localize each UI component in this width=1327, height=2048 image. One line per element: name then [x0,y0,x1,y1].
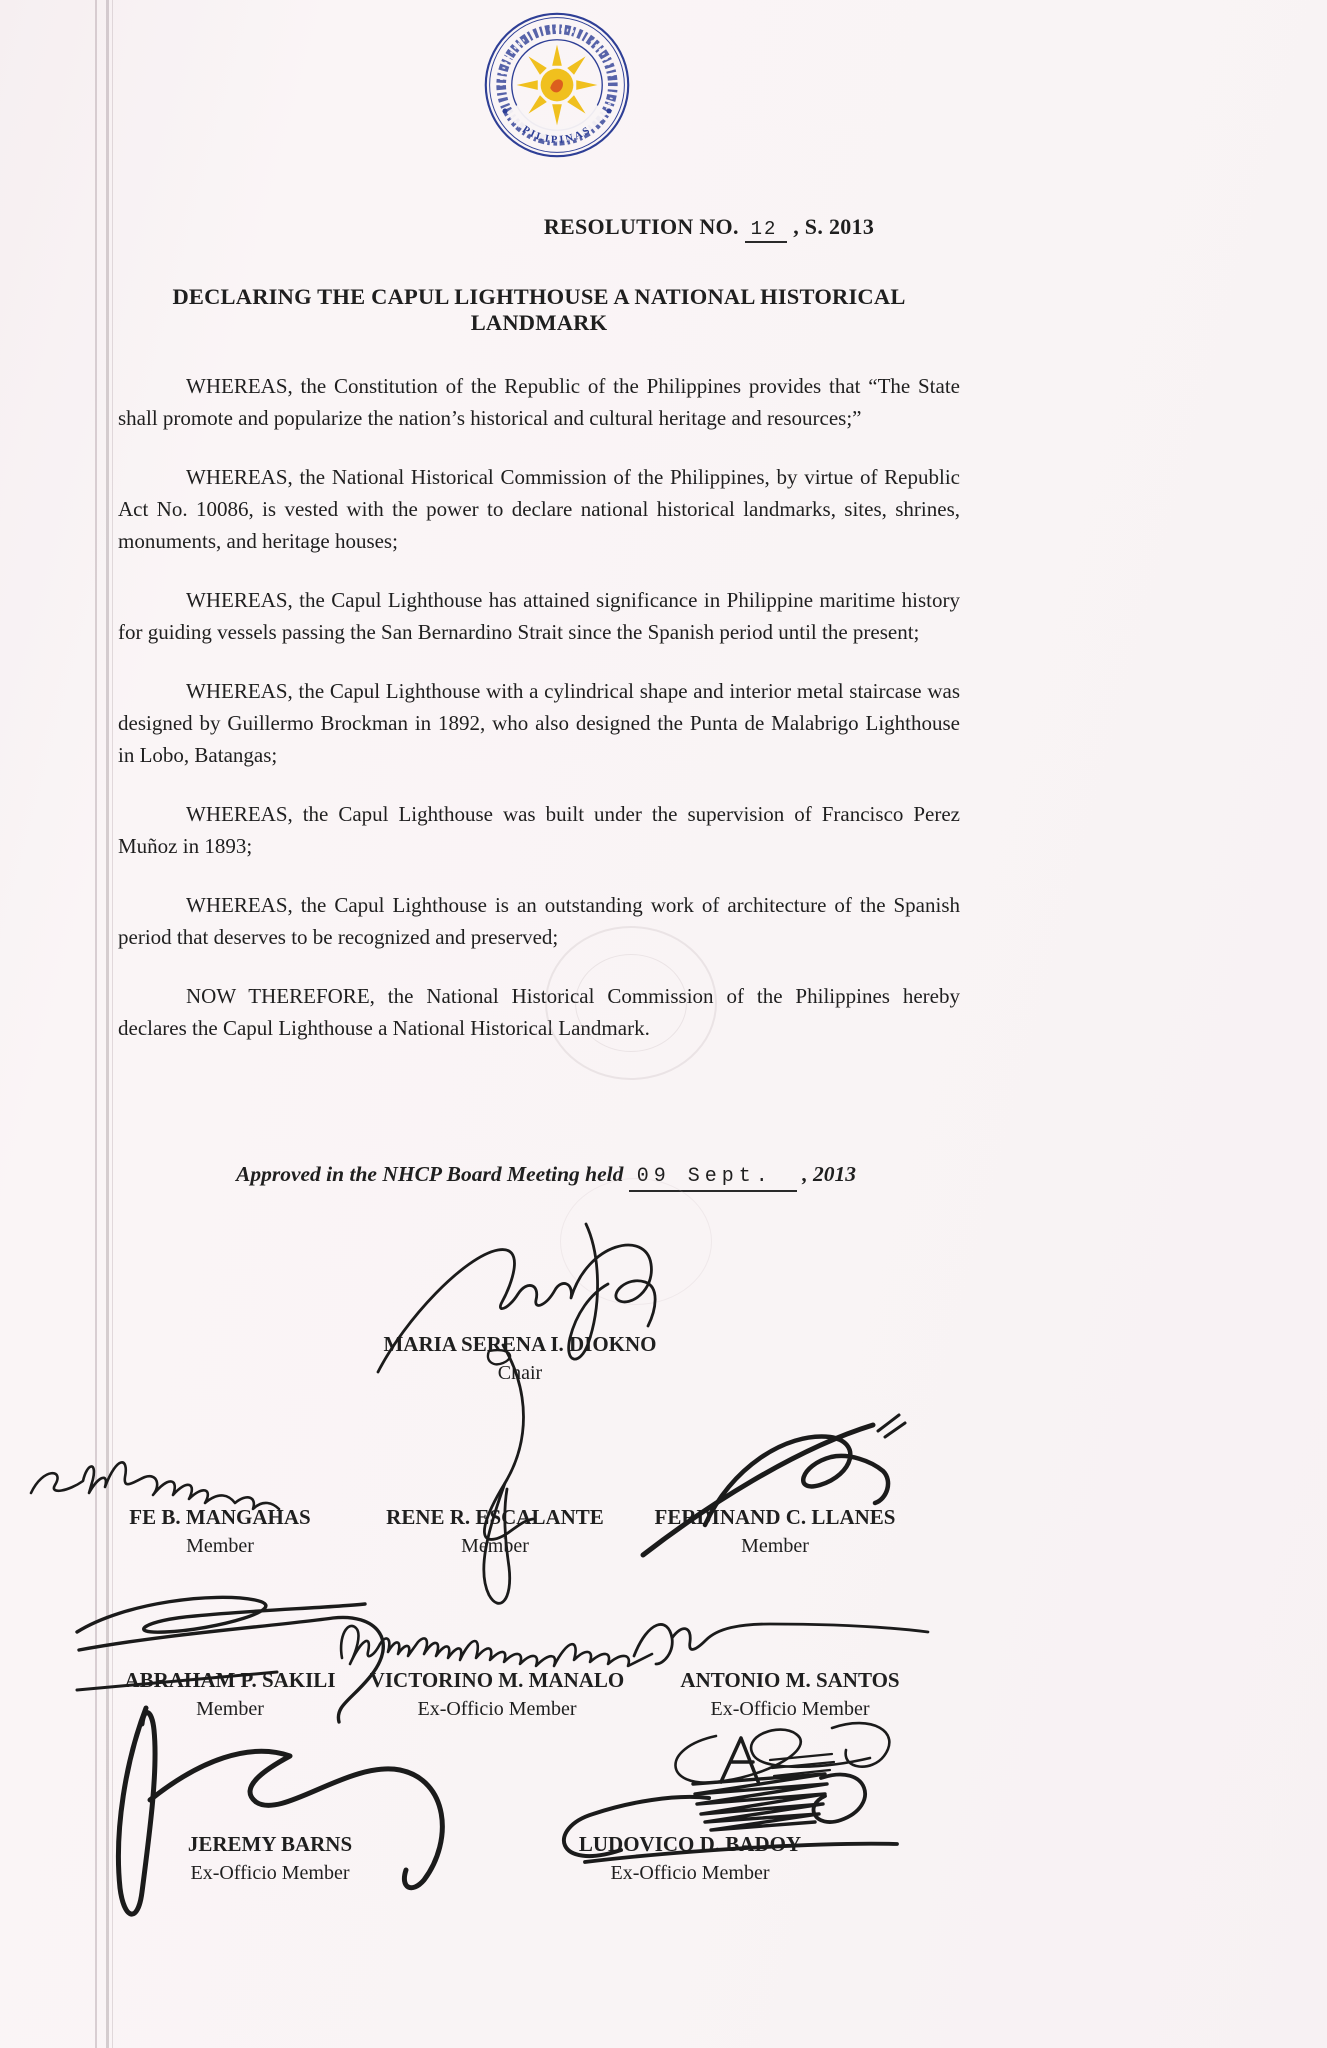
signatory-title: Member [196,1698,264,1720]
signatory-name: FERDINAND C. LLANES [654,1505,896,1529]
signatory-title: Ex-Officio Member [610,1862,770,1884]
resolution-label: RESOLUTION NO. [543,214,739,239]
signatory-name: JEREMY BARNS [187,1832,353,1856]
whereas-paragraph-6: WHEREAS, the Capul Lighthouse is an outstanding work of architecture of the Spanish period that deserves to be recognized and preserved; [118,893,960,949]
approval-year: , 2013 [802,1162,856,1186]
resolution-number-typed: 12 [745,218,788,243]
signatory-manalo [347,1668,647,1721]
whereas-paragraph-5: WHEREAS, the Capul Lighthouse was built under the supervision of Francisco Perez Muñoz in 1893; [118,802,960,858]
signatory-title: Member [461,1535,529,1557]
signatory-chair [330,1332,710,1385]
signatory-mangahas [70,1505,370,1558]
signatory-name: FE B. MANGAHAS [129,1505,311,1529]
approval-line [236,1162,960,1188]
resolution-number-line [288,214,1130,240]
signatory-title: Chair [497,1362,543,1384]
signature-badoy-icon [525,1722,915,1927]
signatory-title: Ex-Officio Member [710,1698,870,1720]
signatory-name: ANTONIO M. SANTOS [680,1668,900,1692]
scan-edge-line [95,0,97,2048]
signatory-barns [120,1832,420,1885]
svg-text:PILIPINAS: PILIPINAS [520,124,594,146]
signatory-name: RENE R. ESCALANTE [386,1505,604,1529]
whereas-clauses [118,370,960,1044]
document-body [118,0,960,1188]
signatory-sakili [80,1668,380,1721]
signatory-title: Ex-Officio Member [190,1862,350,1884]
approval-text: Approved in the NHCP Board Meeting held [236,1162,624,1186]
dry-seal-emboss [560,1178,712,1305]
signatory-name: MARIA SERENA I. DIOKNO [383,1332,657,1356]
resolution-series: , S. 2013 [793,214,875,239]
signatory-escalante [345,1505,645,1558]
whereas-paragraph-1: WHEREAS, the Constitution of the Republic of the Philippines provides that “The State shall promote and popularize the nation’s historical and cultural heritage and resources;” [118,374,960,430]
signatory-title: Ex-Officio Member [417,1698,577,1720]
approval-date-typed: 09 Sept. [629,1165,797,1192]
signature-barns-icon [50,1690,480,1935]
signatory-name: ABRAHAM P. SAKILI [124,1668,336,1692]
resolve-paragraph: NOW THEREFORE, the National Historical Commission of the Philippines hereby declares the Capul Lighthouse a National Historical Landmark. [118,984,960,1040]
signatory-santos [640,1668,940,1721]
scan-edge-line [112,0,113,2048]
signatory-badoy [540,1832,840,1885]
signatory-name: LUDOVICO D. BADOY [578,1832,802,1856]
whereas-paragraph-4: WHEREAS, the Capul Lighthouse with a cylindrical shape and interior metal staircase was designed by Guillermo Brockman in 1892, who also designed the Punta de Malabrigo Lighthouse in Lobo, Batangas; [118,679,960,767]
whereas-paragraph-2: WHEREAS, the National Historical Commission of the Philippines, by virtue of Republic Act No. 10086, is vested with the power to declare national historical landmarks, sites, shrines, monuments, and heritage houses; [118,465,960,553]
signatory-llanes [625,1505,925,1558]
dry-seal-emboss [545,926,717,1080]
whereas-paragraph-3: WHEREAS, the Capul Lighthouse has attained significance in Philippine maritime history for guiding vessels passing the San Bernardino Strait since the Spanish period until the present; [118,588,960,644]
document-title: DECLARING THE CAPUL LIGHTHOUSE A NATIONAL HISTORICAL LANDMARK [172,284,906,335]
signatory-title: Member [741,1535,809,1557]
signatory-title: Member [186,1535,254,1557]
scan-edge-line [106,0,109,2048]
signatory-name: VICTORINO M. MANALO [369,1668,625,1692]
